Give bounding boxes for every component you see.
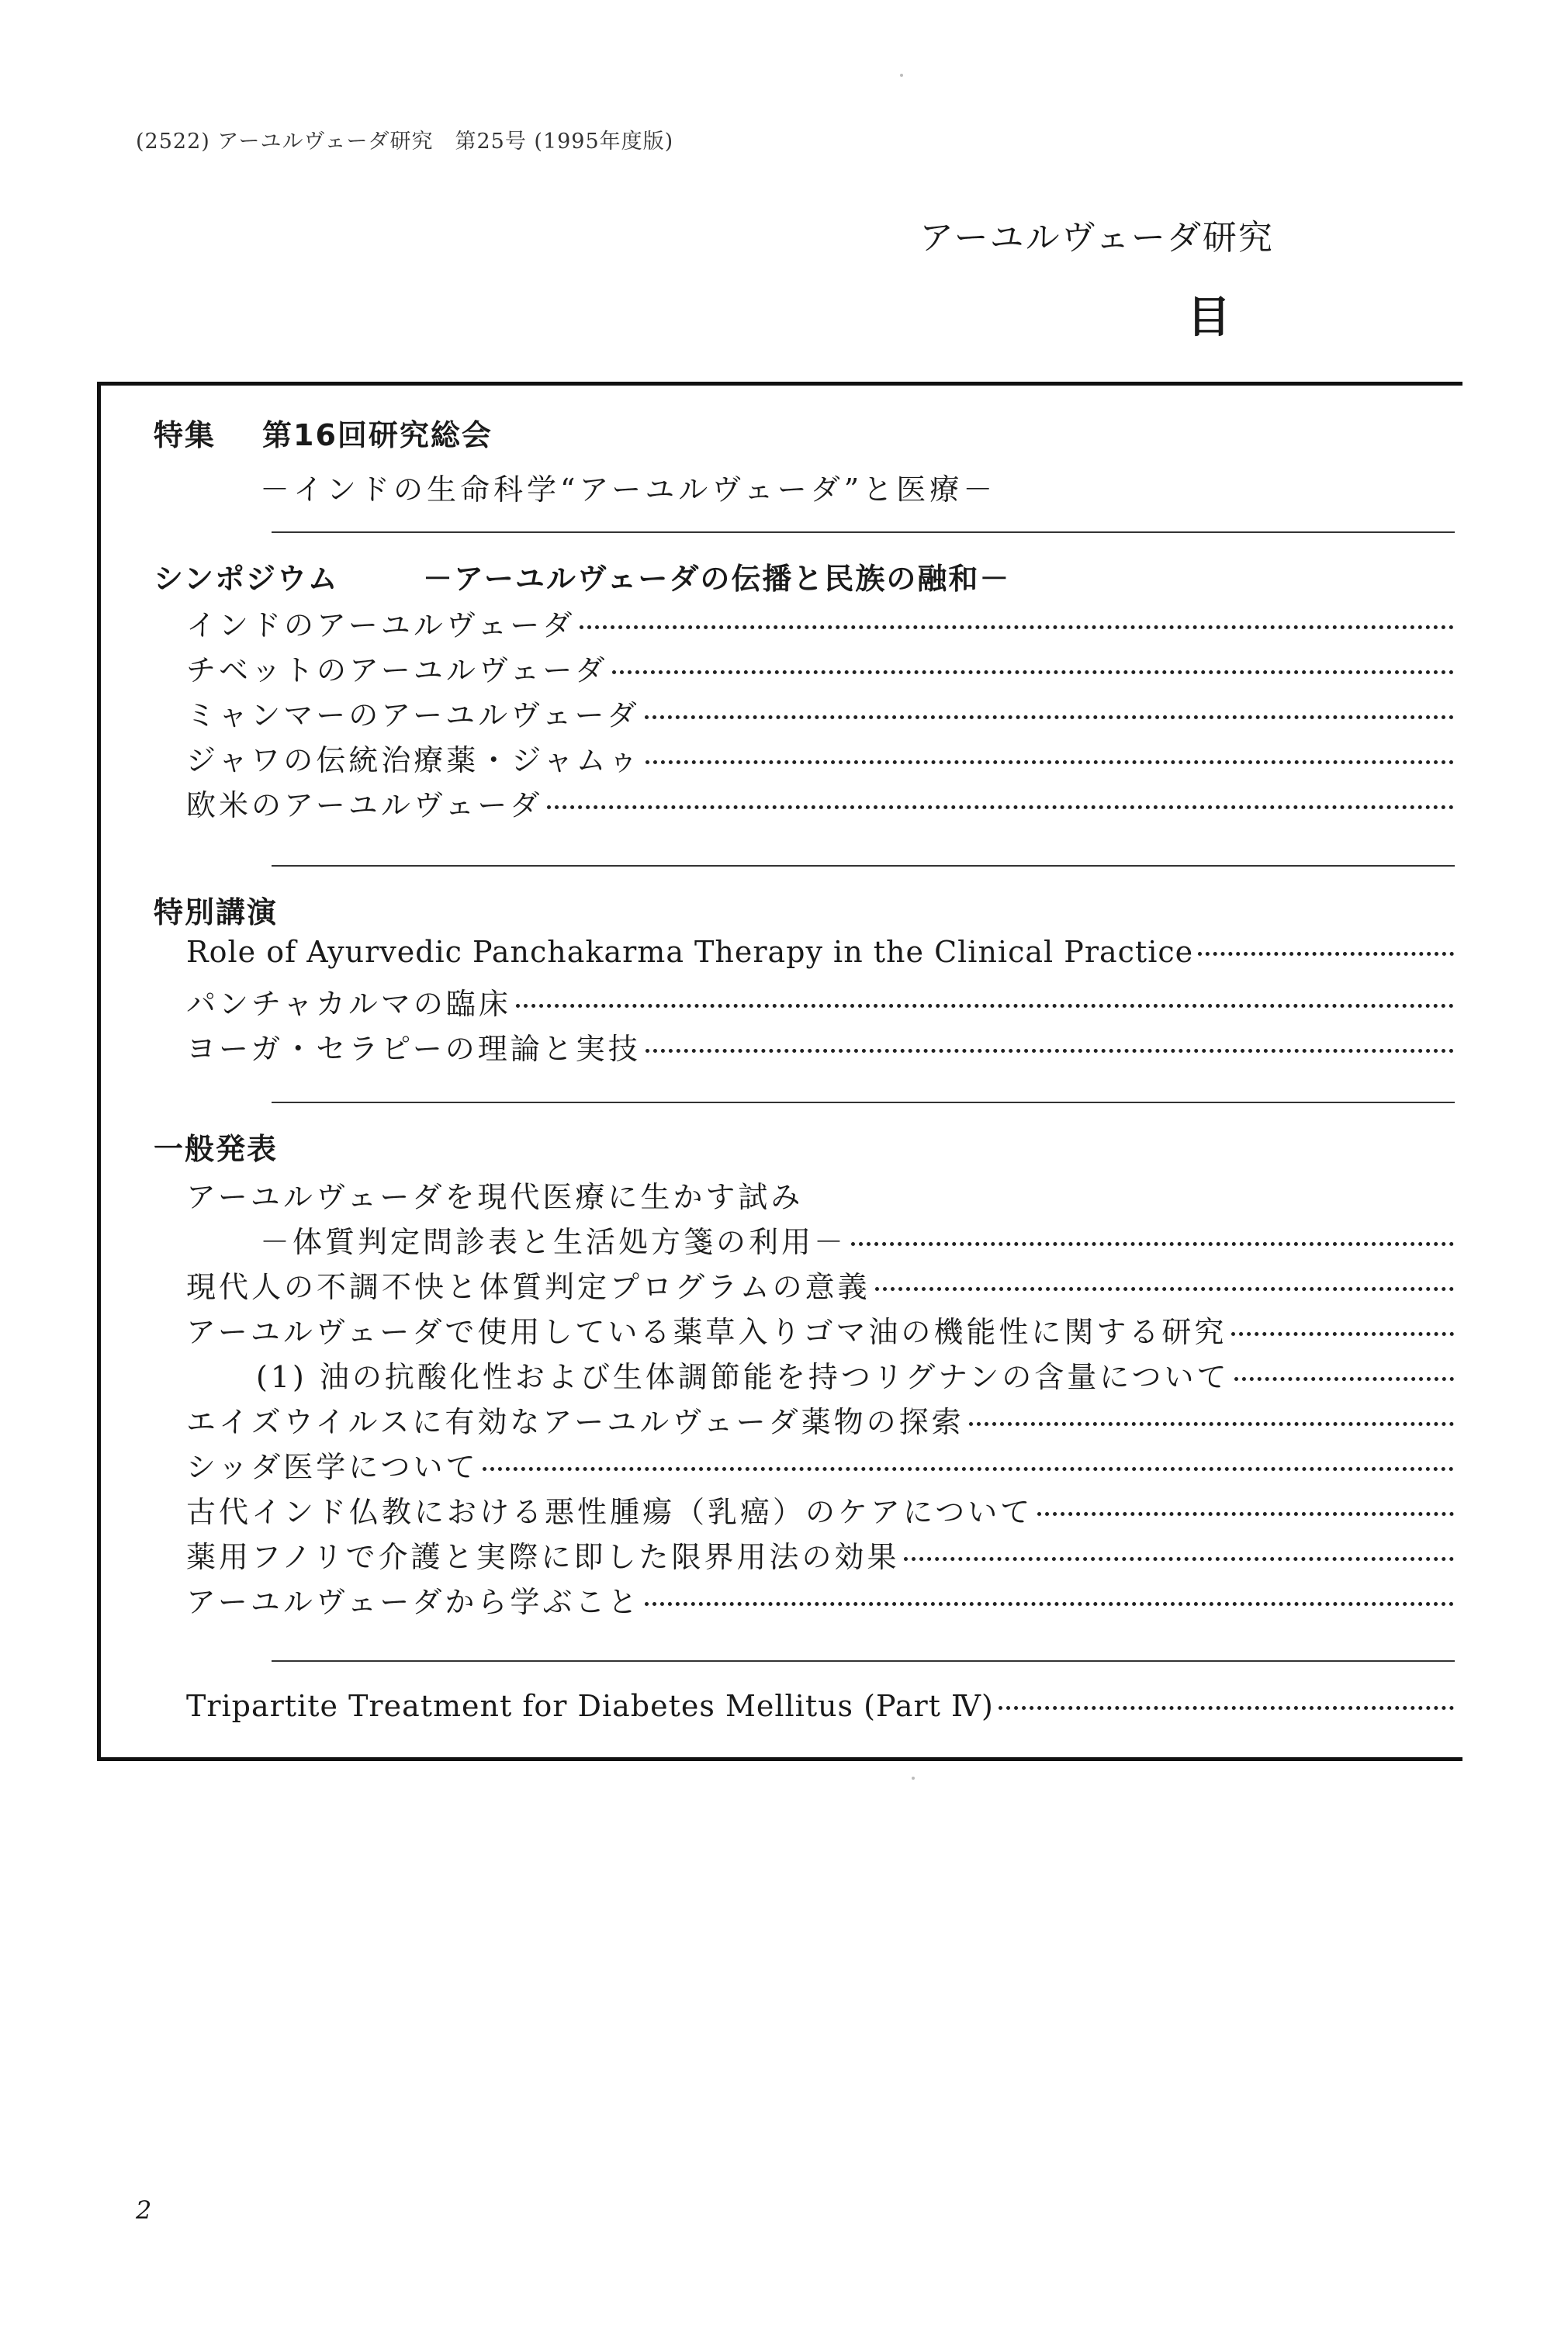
toc-entry[interactable] [186, 1263, 1459, 1306]
general-label: 一般発表 [154, 1132, 279, 1166]
entry-title: パンチャカルマの臨床 [186, 987, 511, 1021]
toc-entry[interactable] [186, 935, 1459, 978]
toc-entry[interactable] [186, 980, 1459, 1023]
entry-title: Role of Ayurvedic Panchakarma Therapy in the Clinical Practice [186, 935, 1194, 969]
toc-entry[interactable] [186, 1173, 1459, 1216]
dot-leader [969, 1422, 1454, 1426]
toc-entry[interactable] [260, 1218, 1459, 1261]
dot-leader [483, 1467, 1454, 1471]
entry-title: Tripartite Treatment for Diabetes Mellitus (Part Ⅳ) [186, 1689, 994, 1723]
bottom-rule [97, 1757, 1462, 1761]
entry-title: アーユルヴェーダから学ぶこと [186, 1585, 641, 1619]
feature-subtitle: －インドの生命科学“アーユルヴェーダ”と医療－ [260, 472, 997, 507]
divider [272, 1660, 1455, 1662]
toc-entry[interactable] [186, 1398, 1459, 1441]
dot-leader [547, 805, 1454, 809]
entry-title: アーユルヴェーダで使用している薬草入りゴマ油の機能性に関する研究 [186, 1315, 1227, 1349]
toc-entry[interactable] [186, 736, 1459, 780]
dot-leader [645, 1602, 1454, 1606]
toc-heading: 目 [1187, 292, 1231, 343]
toc-entry[interactable] [256, 1353, 1459, 1396]
dot-leader [646, 760, 1454, 764]
divider [272, 865, 1455, 867]
page-number: 2 [136, 2196, 152, 2225]
entry-subtitle: (1) 油の抗酸化性および生体調節能を持つリグナンの含量について [256, 1360, 1230, 1394]
entry-subtitle: －体質判定問診表と生活処方箋の利用－ [260, 1225, 847, 1259]
dot-leader [612, 670, 1454, 674]
toc-entry[interactable] [186, 1025, 1459, 1068]
symposium-theme: －アーユルヴェーダの伝播と民族の融和－ [423, 562, 1011, 596]
special-lecture-label: 特別講演 [154, 895, 279, 929]
toc-entry[interactable] [186, 1443, 1459, 1486]
scan-speck [912, 1777, 915, 1780]
dot-leader [1231, 1332, 1454, 1336]
dot-leader [1198, 952, 1454, 956]
entry-title: 古代インド仏教における悪性腫瘍（乳癌）のケアについて [186, 1495, 1033, 1529]
dot-leader [645, 715, 1454, 719]
toc-entry[interactable] [186, 781, 1459, 825]
toc-entry[interactable] [186, 601, 1459, 645]
feature-label: 特集 [154, 418, 216, 452]
toc-entry[interactable] [186, 691, 1459, 735]
dot-leader [646, 1049, 1454, 1053]
entry-title: ヨーガ・セラピーの理論と実技 [186, 1032, 641, 1066]
dot-leader [580, 625, 1454, 629]
entry-title: アーユルヴェーダを現代医療に生かす試み [186, 1180, 804, 1214]
dot-leader [999, 1706, 1454, 1710]
entry-title: エイズウイルスに有効なアーユルヴェーダ薬物の探索 [186, 1405, 964, 1439]
journal-title: アーユルヴェーダ研究 [919, 218, 1274, 258]
entry-title: 薬用フノリで介護と実際に即した限界用法の効果 [186, 1540, 900, 1574]
symposium-label: シンポジウム [154, 562, 339, 596]
dot-leader [904, 1557, 1454, 1561]
dot-leader [875, 1287, 1454, 1291]
dot-leader [516, 1004, 1454, 1008]
entry-title: シッダ医学について [186, 1450, 479, 1484]
toc-entry[interactable] [186, 646, 1459, 690]
divider [272, 1102, 1455, 1103]
running-head: (2522) アーユルヴェーダ研究 第25号 (1995年度版) [136, 130, 674, 154]
left-rule [97, 382, 101, 1761]
scan-speck [900, 74, 903, 77]
toc-entry[interactable] [186, 1308, 1459, 1351]
toc-entry[interactable] [186, 1578, 1459, 1621]
entry-title: 現代人の不調不快と体質判定プログラムの意義 [186, 1270, 871, 1304]
entry-title: ジャワの伝統治療薬・ジャムゥ [186, 743, 642, 777]
entry-title: チベットのアーユルヴェーダ [186, 653, 608, 687]
toc-entry[interactable] [186, 1533, 1459, 1576]
toc-entry[interactable] [186, 1488, 1459, 1531]
entry-title: ミャンマーのアーユルヴェーダ [186, 698, 640, 732]
entry-title: インドのアーユルヴェーダ [186, 608, 576, 642]
toc-entry[interactable] [186, 1689, 1459, 1732]
feature-title: 第16回研究総会 [262, 418, 493, 452]
entry-title: 欧米のアーユルヴェーダ [186, 788, 543, 822]
dot-leader [1234, 1377, 1455, 1381]
top-rule [97, 382, 1462, 386]
dot-leader [851, 1242, 1454, 1246]
divider [272, 531, 1455, 533]
dot-leader [1037, 1512, 1454, 1516]
